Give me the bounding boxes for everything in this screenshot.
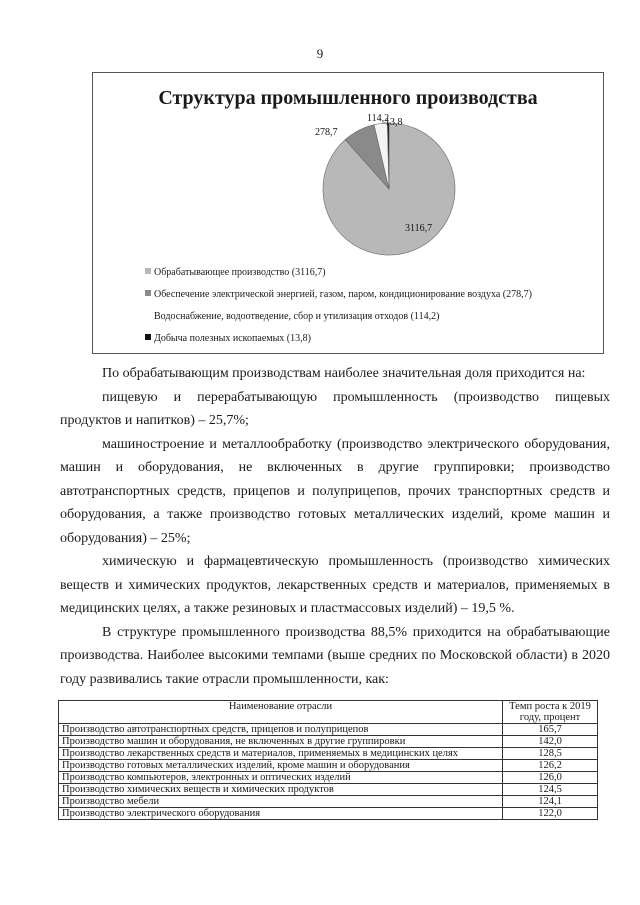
table-header-industry: Наименование отрасли	[59, 701, 503, 724]
legend-swatch	[145, 290, 151, 296]
legend-swatch	[145, 312, 151, 318]
table-cell-growth: 124,1	[503, 796, 598, 808]
table-row	[59, 796, 598, 808]
table-cell-growth: 126,2	[503, 760, 598, 772]
table-body	[59, 724, 598, 820]
table-row	[59, 784, 598, 796]
paragraph-structure: В структуре промышленного производства 88,5% приходится на обрабатывающие производства. Наиболее высокими темпами (выше средних по Московской области) в 2020 году развивались такие отрасли промышленности, как:	[60, 624, 610, 687]
growth-table	[58, 700, 598, 820]
table-cell-growth: 165,7	[503, 724, 598, 736]
pie-data-label: 3116,7	[405, 223, 433, 234]
body-text	[60, 362, 610, 691]
table-cell-industry: Производство машин и оборудования, не включенных в другие группировки	[59, 736, 503, 748]
chart-legend	[145, 267, 532, 355]
paragraph-intro: По обрабатывающим производствам наиболее значительная доля приходится на:	[102, 366, 586, 381]
legend-item	[145, 311, 532, 333]
table-cell-industry: Производство лекарственных средств и материалов, применяемых в медицинских целях	[59, 748, 503, 760]
table-cell-industry: Производство компьютеров, электронных и оптических изделий	[59, 772, 503, 784]
page-number: 9	[316, 46, 324, 61]
table-cell-industry: Производство мебели	[59, 796, 503, 808]
pie-data-label: 114,2	[367, 113, 390, 124]
table-header-row	[59, 701, 598, 724]
legend-item	[145, 333, 532, 355]
table-cell-growth: 124,5	[503, 784, 598, 796]
table-row	[59, 772, 598, 784]
pie-chart	[92, 72, 604, 354]
table-cell-growth: 142,0	[503, 736, 598, 748]
legend-label: Обеспечение электрической энергией, газом, паром, кондиционирование воздуха (278,7)	[154, 289, 532, 300]
table-cell-industry: Производство электрического оборудования	[59, 808, 503, 820]
table-row	[59, 760, 598, 772]
chart-title: Структура промышленного производства	[158, 87, 538, 109]
table-row	[59, 736, 598, 748]
table-cell-industry: Производство готовых металлических изделий, кроме машин и оборудования	[59, 760, 503, 772]
legend-item	[145, 267, 532, 289]
table-row	[59, 748, 598, 760]
table-cell-industry: Производство автотранспортных средств, прицепов и полуприцепов	[59, 724, 503, 736]
legend-swatch	[145, 334, 151, 340]
table-cell-growth: 128,5	[503, 748, 598, 760]
paragraph-food: пищевую и перерабатывающую промышленность (производство пищевых продуктов и напитков) – 25,7%;	[60, 389, 610, 428]
legend-label: Добыча полезных ископаемых (13,8)	[154, 333, 311, 344]
table-row	[59, 724, 598, 736]
table-header-growth: Темп роста к 2019 году, процент	[503, 701, 598, 724]
table-cell-growth: 122,0	[503, 808, 598, 820]
paragraph-machinery: машиностроение и металлообработку (производство электрического оборудования, машин и оборудования, не включенных в другие группировки; производство автотранспортных средств, прицепов и полуприцепов, прочих транспортных средств и оборудования, а также производство готовых металлических изделий, кроме машин и оборудования) – 25%;	[60, 436, 610, 546]
table-cell-growth: 126,0	[503, 772, 598, 784]
legend-label: Обрабатывающее производство (3116,7)	[154, 267, 326, 278]
legend-label: Водоснабжение, водоотведение, сбор и утилизация отходов (114,2)	[154, 311, 440, 322]
table-cell-industry: Производство химических веществ и химических продуктов	[59, 784, 503, 796]
table-row	[59, 808, 598, 820]
paragraph-chemical: химическую и фармацевтическую промышленность (производство химических веществ и химических продуктов, лекарственных средств и материалов, применяемых в медицинских целях, а также резиновых и пластмассовых изделий) – 19,5 %.	[60, 554, 610, 616]
pie-data-label: 13,8	[385, 117, 403, 128]
pie-data-label: 278,7	[315, 127, 338, 138]
legend-swatch	[145, 268, 151, 274]
legend-item	[145, 289, 532, 311]
